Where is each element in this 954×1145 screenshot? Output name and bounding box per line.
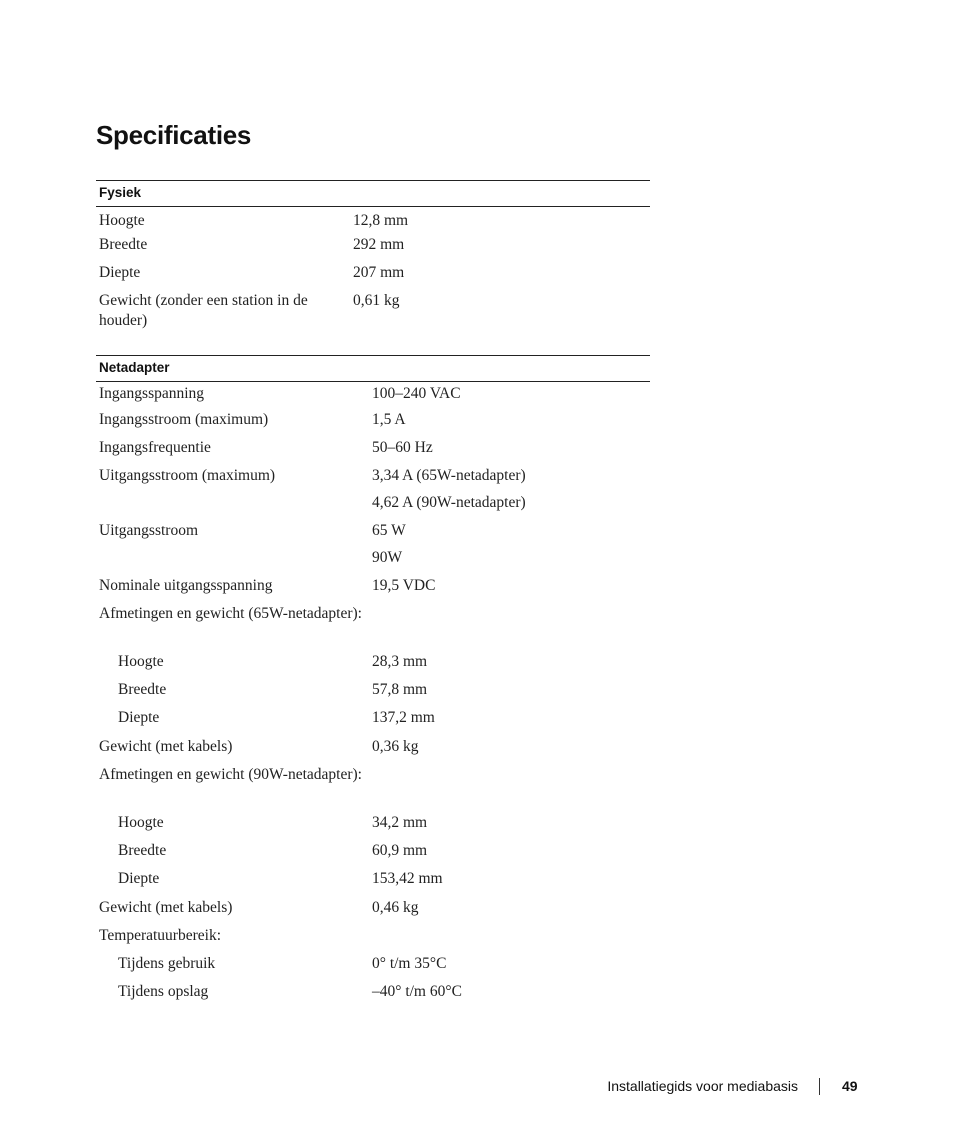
spec-value: 292 mm <box>353 236 405 253</box>
spec-label: Hoogte <box>99 212 145 229</box>
section-netadapter <box>96 355 650 1010</box>
spec-value <box>372 926 650 954</box>
table-row <box>96 207 650 235</box>
table-row <box>96 576 650 604</box>
table-row <box>96 548 650 576</box>
spec-label: Breedte <box>118 842 167 859</box>
table-row <box>96 604 650 652</box>
footer-divider <box>819 1078 820 1095</box>
spec-value: 50–60 Hz <box>372 439 433 456</box>
table-row <box>96 813 650 841</box>
spec-value: 28,3 mm <box>372 653 428 670</box>
table-row <box>96 521 650 548</box>
spec-label: Uitgangsstroom (maximum) <box>99 467 276 484</box>
table-row <box>96 708 650 737</box>
spec-value: 1,5 A <box>372 411 406 428</box>
spec-value: 207 mm <box>353 264 405 281</box>
table-row <box>96 493 650 521</box>
spec-value: 3,34 A (65W-netadapter) <box>372 467 526 484</box>
table-row <box>96 680 650 708</box>
table-row <box>96 737 650 765</box>
page-number: 49 <box>842 1078 858 1094</box>
section-header-netadapter: Netadapter <box>96 355 650 382</box>
table-row <box>96 652 650 680</box>
spec-label: Diepte <box>118 870 160 887</box>
spec-value <box>372 604 650 652</box>
spec-label: Temperatuurbereik: <box>99 927 221 944</box>
table-row <box>96 382 650 410</box>
spec-value: 19,5 VDC <box>372 577 436 594</box>
table-row <box>96 438 650 466</box>
table-row <box>96 291 650 339</box>
spec-label: Gewicht (zonder een station in de houder) <box>99 292 308 329</box>
spec-label: Ingangsfrequentie <box>99 439 211 456</box>
spec-label: Breedte <box>99 236 148 253</box>
spec-value: 65 W <box>372 522 406 539</box>
spec-label: Hoogte <box>118 814 164 831</box>
spec-value: 0° t/m 35°C <box>372 955 447 972</box>
table-row <box>96 765 650 813</box>
spec-value: 57,8 mm <box>372 681 428 698</box>
spec-label: Uitgangsstroom <box>99 522 199 539</box>
spec-table-fysiek <box>96 207 650 339</box>
spec-label: Ingangsstroom (maximum) <box>99 411 269 428</box>
spec-table-netadapter <box>96 382 650 1010</box>
spec-value: 0,36 kg <box>372 738 419 755</box>
spec-label: Ingangsspanning <box>99 385 205 402</box>
spec-label: Tijdens gebruik <box>118 955 216 972</box>
table-row <box>96 263 650 291</box>
table-row <box>96 841 650 869</box>
spec-label: Hoogte <box>118 653 164 670</box>
table-row <box>96 410 650 438</box>
spec-label: Gewicht (met kabels) <box>99 738 233 755</box>
spec-label <box>96 493 372 521</box>
spec-value: 4,62 A (90W-netadapter) <box>372 494 526 511</box>
table-row <box>96 898 650 926</box>
spec-label: Diepte <box>118 709 160 726</box>
spec-value: 0,61 kg <box>353 292 400 309</box>
spec-value: 137,2 mm <box>372 709 435 726</box>
spec-value: 34,2 mm <box>372 814 428 831</box>
table-row <box>96 466 650 493</box>
spec-label: Gewicht (met kabels) <box>99 899 233 916</box>
spec-value: 153,42 mm <box>372 870 443 887</box>
spec-value <box>372 765 650 813</box>
table-row <box>96 954 650 982</box>
section-header-fysiek: Fysiek <box>96 180 650 207</box>
section-fysiek <box>96 180 650 339</box>
spec-label: Breedte <box>118 681 167 698</box>
table-row <box>96 235 650 263</box>
spec-label: Tijdens opslag <box>118 983 209 1000</box>
table-row <box>96 926 650 954</box>
table-row <box>96 982 650 1010</box>
spec-label <box>96 548 372 576</box>
spec-value: 90W <box>372 549 403 566</box>
table-row <box>96 869 650 898</box>
spec-label: Afmetingen en gewicht (65W-netadapter): <box>99 605 362 622</box>
spec-value: –40° t/m 60°C <box>372 983 462 1000</box>
spec-label: Diepte <box>99 264 141 281</box>
spec-value: 60,9 mm <box>372 842 428 859</box>
spec-value: 100–240 VAC <box>372 385 461 402</box>
footer-document-title: Installatiegids voor mediabasis <box>607 1078 798 1094</box>
page-title: Specificaties <box>96 120 252 150</box>
spec-label: Afmetingen en gewicht (90W-netadapter): <box>99 766 362 783</box>
spec-value: 0,46 kg <box>372 899 419 916</box>
spec-value: 12,8 mm <box>353 212 409 229</box>
spec-label: Nominale uitgangsspanning <box>99 577 273 594</box>
